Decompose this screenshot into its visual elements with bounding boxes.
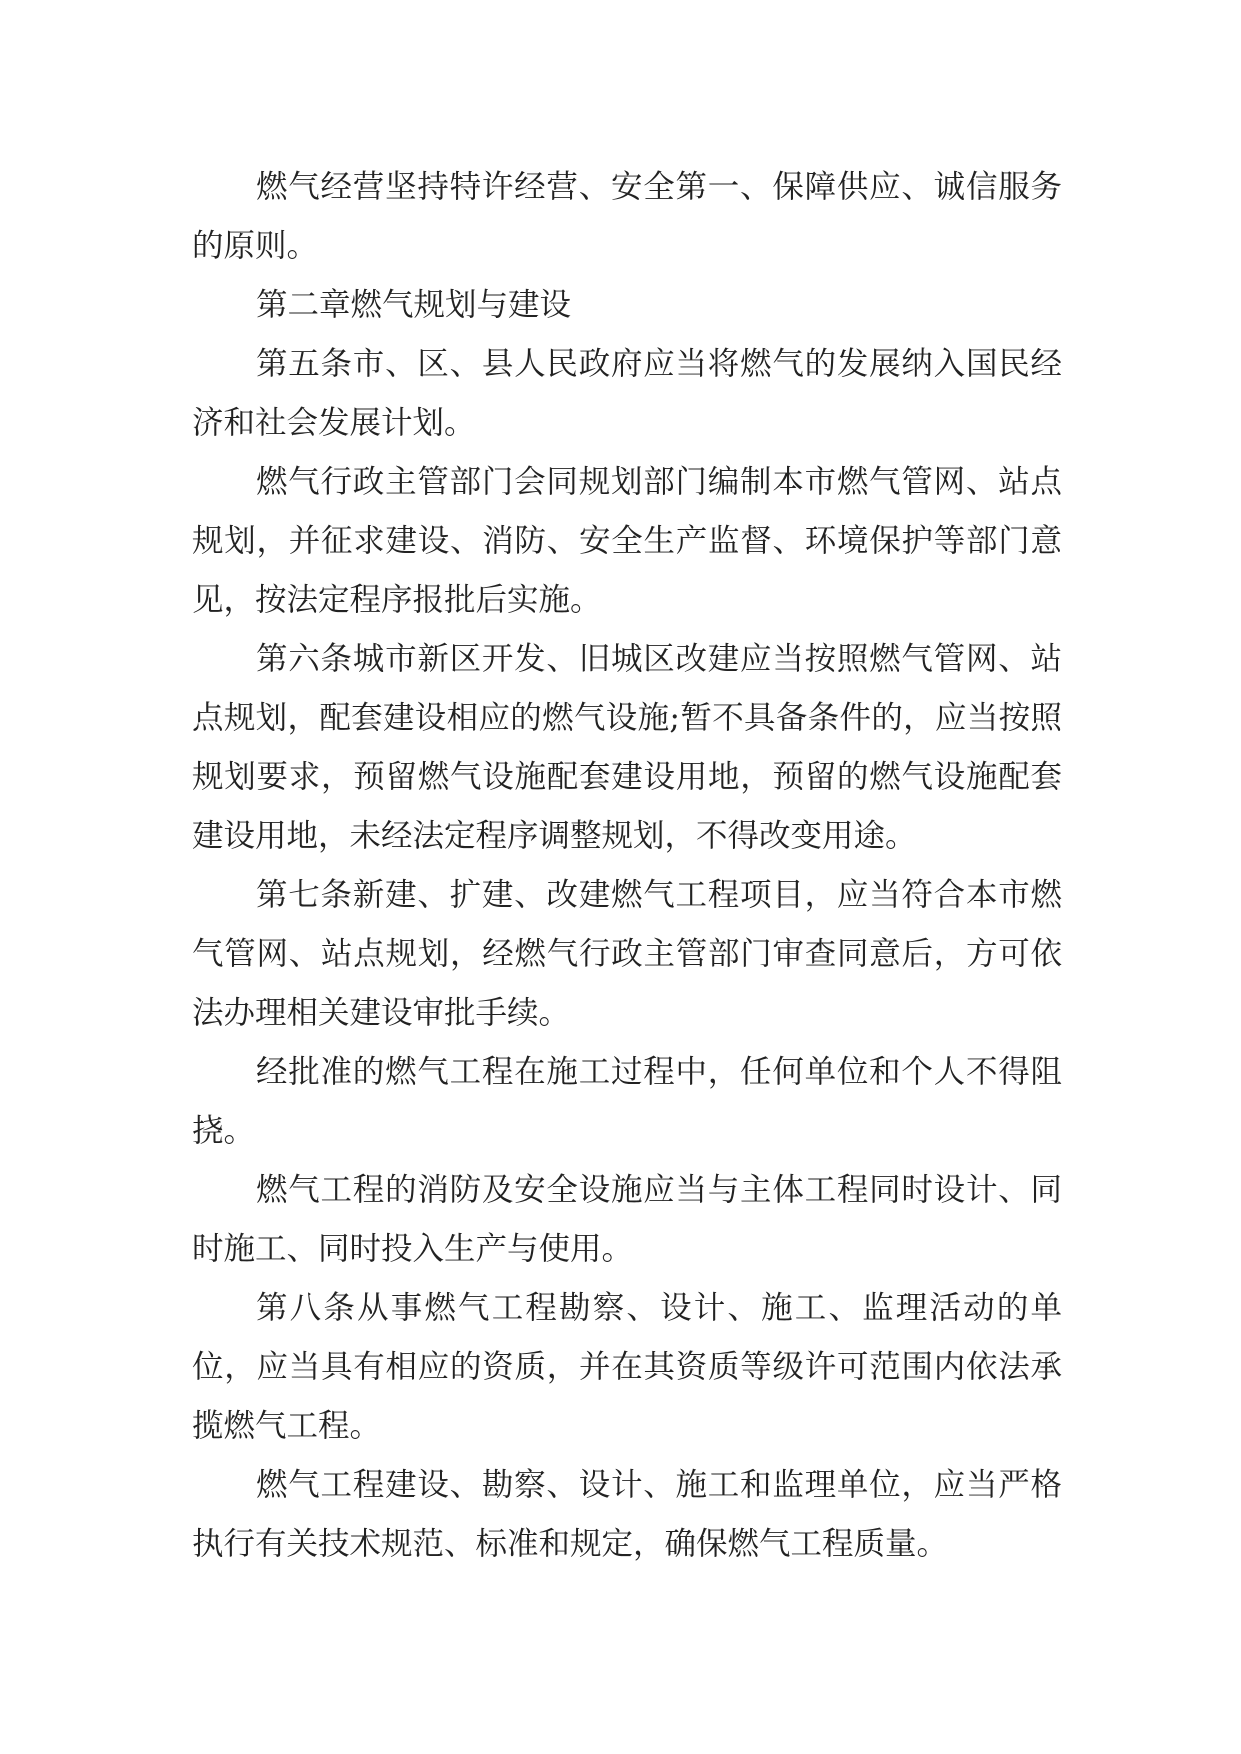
article-7-paragraph-3: 燃气工程的消防及安全设施应当与主体工程同时设计、同时施工、同时投入生产与使用。 (192, 1172, 1062, 1267)
article-5-paragraph-2: 燃气行政主管部门会同规划部门编制本市燃气管网、站点规划，并征求建设、消防、安全生产监督、环境保护等部门意见，按法定程序报批后实施。 (192, 464, 1062, 618)
article-8: 第八条从事燃气工程勘察、设计、施工、监理活动的单位，应当具有相应的资质，并在其资质等级许可范围内依法承揽燃气工程。 (192, 1290, 1062, 1444)
paragraph-principles: 燃气经营坚持特许经营、安全第一、保障供应、诚信服务的原则。 (192, 169, 1062, 264)
article-8-paragraph-2: 燃气工程建设、勘察、设计、施工和监理单位，应当严格执行有关技术规范、标准和规定，确保燃气工程质量。 (192, 1467, 1062, 1562)
article-6: 第六条城市新区开发、旧城区改建应当按照燃气管网、站点规划，配套建设相应的燃气设施;暂不具备条件的，应当按照规划要求，预留燃气设施配套建设用地，预留的燃气设施配套建设用地，未经法定程序调整规划，不得改变用途。 (192, 641, 1062, 854)
article-7-paragraph-2: 经批准的燃气工程在施工过程中，任何单位和个人不得阻挠。 (192, 1054, 1062, 1149)
article-5: 第五条市、区、县人民政府应当将燃气的发展纳入国民经济和社会发展计划。 (192, 346, 1062, 441)
article-7: 第七条新建、扩建、改建燃气工程项目，应当符合本市燃气管网、站点规划，经燃气行政主管部门审查同意后，方可依法办理相关建设审批手续。 (192, 877, 1062, 1031)
document-body (192, 158, 1062, 1574)
chapter-heading: 第二章燃气规划与建设 (256, 287, 572, 323)
